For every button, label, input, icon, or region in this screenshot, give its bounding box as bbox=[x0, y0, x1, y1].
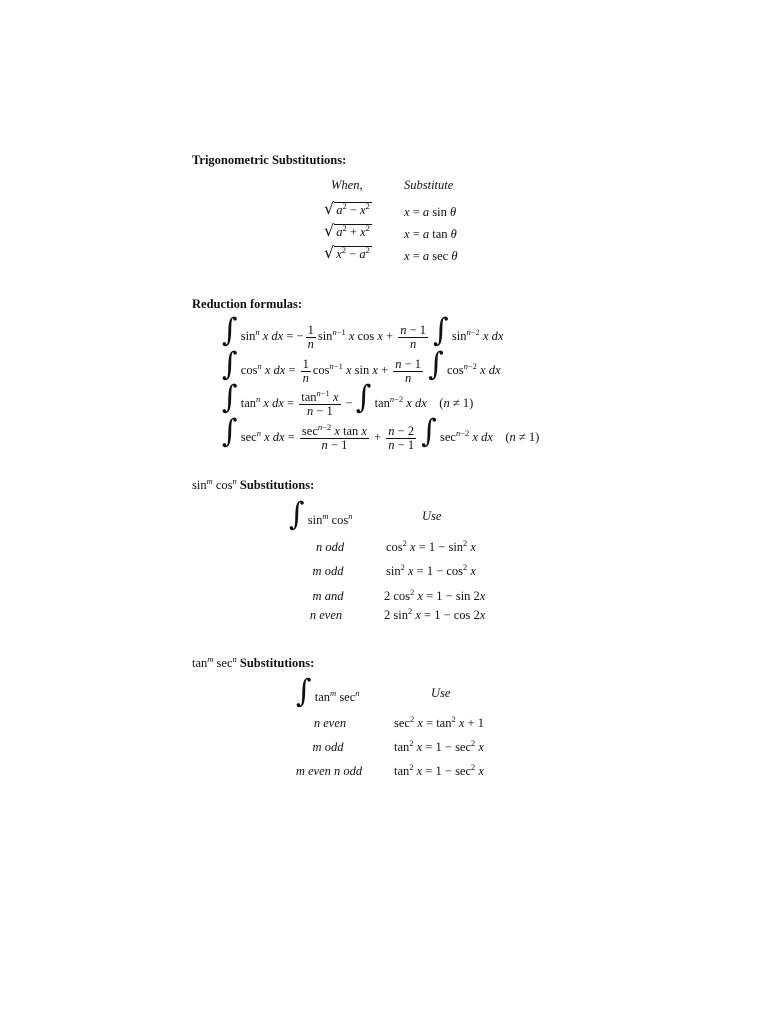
tansec-header-use: Use bbox=[431, 686, 451, 700]
trig-col-substitute: Substitute bbox=[404, 178, 454, 192]
tansec-case-1: n even bbox=[313, 716, 347, 730]
tansec-title-suffix: Substitutions: bbox=[239, 656, 315, 670]
tansec-case-2: m odd bbox=[312, 740, 344, 754]
sincos-case-4: n even bbox=[309, 608, 343, 622]
trig-radicand-3: √ $x^2 - a^2$ bbox=[324, 243, 370, 262]
trig-col-when: When, bbox=[331, 178, 363, 192]
tansec-header-integral: ∫ $\tan^m \sec^n$ bbox=[296, 673, 360, 710]
tansec-use-1: $\sec^2 x = \tan^2 x + 1$ bbox=[394, 714, 484, 730]
trig-substitute-2: x = a tan θ bbox=[404, 227, 457, 241]
trig-section-title: Trigonometric Substitutions: bbox=[192, 153, 347, 167]
sincos-case-1: n odd bbox=[315, 540, 345, 554]
reduction-formula-tan: ∫ $\tan^n x$ dx = $\frac{\tan^{n-1} x}{n - 1}$ − ∫ $\tan^{n-2} x$ dx (n ≠ 1) bbox=[222, 379, 474, 418]
sincos-case-2: m odd bbox=[312, 564, 344, 578]
sincos-case-3: m and bbox=[312, 589, 344, 603]
sincos-header-integral: ∫ $\sin^m \cos^n$ bbox=[289, 496, 353, 533]
sincos-use-1: $\cos^2 x = 1 - \sin^2 x$ bbox=[386, 538, 476, 554]
reduction-formula-sin: ∫ $\sin^n x$ dx = − $\frac{1}{n}$ $\sin^{n-1} x$ cos x + $\frac{n - 1}{n}$ ∫ $\sin^{n-2} x$ dx bbox=[222, 312, 504, 351]
trig-radicand-1: √ $a^2 - x^2$ bbox=[324, 199, 370, 218]
sincos-use-4: 2 $\sin^2 x = 1 - \cos 2x$ bbox=[384, 606, 486, 622]
trig-radicand-2: √ $a^2 + x^2$ bbox=[324, 221, 370, 240]
reduction-formula-cos: ∫ $\cos^n x$ dx = $\frac{1}{n}$ $\cos^{n-1} x$ sin x + $\frac{n - 1}{n}$ ∫ $\cos^{n-2} x$ dx bbox=[222, 346, 501, 385]
tansec-use-2: $\tan^2 x = 1 - \sec^2 x$ bbox=[394, 738, 484, 754]
tansec-use-3: $\tan^2 x = 1 - \sec^2 x$ bbox=[394, 762, 484, 778]
trig-substitute-1: x = a sin θ bbox=[404, 205, 457, 219]
reduction-section-title: Reduction formulas: bbox=[192, 297, 303, 311]
sincos-use-2: $\sin^2 x = 1 - \cos^2 x$ bbox=[386, 562, 476, 578]
tansec-case-3: m even n odd bbox=[295, 764, 363, 778]
sincos-title-suffix: Substitutions: bbox=[239, 478, 315, 492]
trig-substitute-3: x = a sec θ bbox=[404, 249, 458, 263]
sincos-header-use: Use bbox=[422, 509, 442, 523]
sincos-section-title: $\sin^m \cos^n$ Substitutions: bbox=[192, 476, 315, 492]
tansec-section-title: $\tan^m \sec^n$ Substitutions: bbox=[192, 654, 315, 670]
reduction-formula-sec: ∫ $\sec^n x$ dx = $\frac{\sec^{n-2} x \tan x}{n - 1}$ + $\frac{n - 2}{n - 1}$ ∫ $\sec^{n-2} x$ dx (n ≠ 1) bbox=[222, 413, 540, 452]
sincos-use-3: 2 $\cos^2 x = 1 - \sin 2x$ bbox=[384, 587, 486, 603]
